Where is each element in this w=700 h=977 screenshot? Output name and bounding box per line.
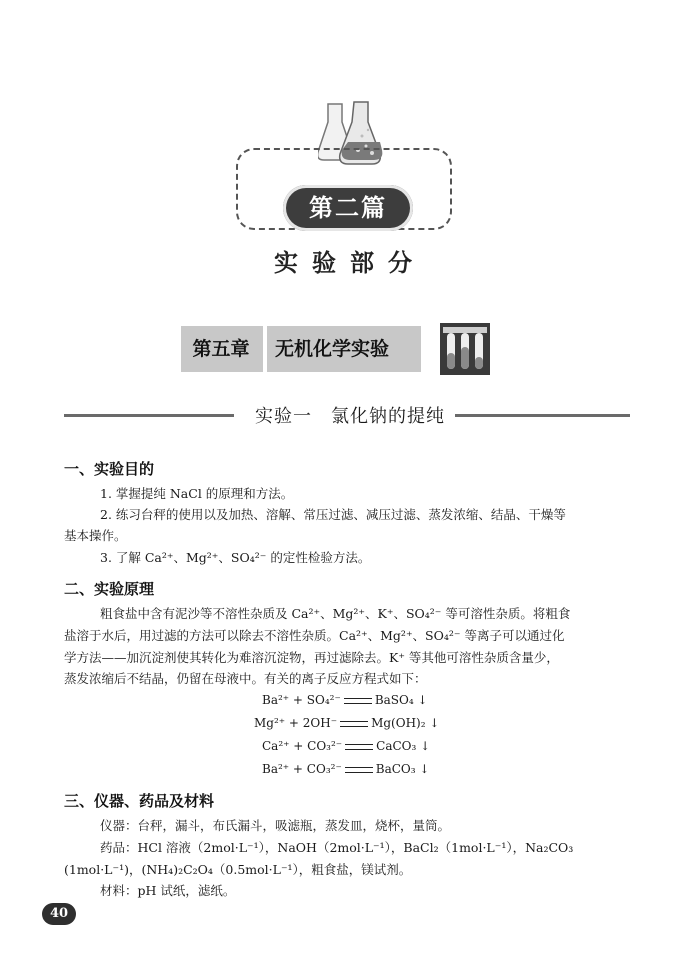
section-heading-principle: 二、实验原理: [64, 580, 155, 598]
objective-line: 1. 掌握提纯 NaCl 的原理和方法。: [100, 486, 294, 501]
objective-line: 3. 了解 Ca²⁺、Mg²⁺、SO₄²⁻ 的定性检验方法。: [100, 550, 371, 565]
chapter-header: [181, 326, 421, 372]
section-heading-objectives: 一、实验目的: [64, 460, 155, 478]
chapter-number: 第五章: [192, 338, 250, 360]
equals-sign: [344, 698, 372, 704]
materials-line: 材料：pH 试纸，滤纸。: [100, 883, 236, 898]
equation-reactants: Ba²⁺ + CO₃²⁻: [262, 762, 342, 776]
objective-line: 2. 练习台秤的使用以及加热、溶解、常压过滤、减压过滤、蒸发浓缩、结晶、干燥等: [100, 507, 566, 522]
equation: [254, 716, 439, 730]
page-number: 40: [42, 903, 76, 925]
materials-line: (1mol·L⁻¹)，(NH₄)₂C₂O₄（0.5mol·L⁻¹），粗食盐，镁试剂。: [64, 862, 412, 877]
equation-reactants: Ba²⁺ + SO₄²⁻: [262, 693, 341, 707]
equation: [262, 693, 428, 707]
equals-sign: [345, 767, 373, 773]
test-tubes-icon: [440, 323, 490, 375]
experiment-title-text: 实验一 氯化钠的提纯: [245, 406, 455, 427]
equation: [262, 739, 430, 753]
principle-line: 粗食盐中含有泥沙等不溶性杂质及 Ca²⁺、Mg²⁺、K⁺、SO₄²⁻ 等可溶性杂质。将粗食: [100, 606, 571, 621]
materials-line: 仪器：台秤，漏斗，布氏漏斗，吸滤瓶，蒸发皿，烧杯，量筒。: [100, 818, 451, 833]
chapter-divider: [263, 326, 267, 372]
equation: [262, 762, 429, 776]
chapter-name: 无机化学实验: [275, 338, 390, 360]
materials-line: 药品：HCl 溶液（2mol·L⁻¹），NaOH（2mol·L⁻¹），BaCl₂（1mol·L⁻¹），Na₂CO₃: [100, 840, 574, 855]
principle-line: 蒸发浓缩后不结晶，仍留在母液中。有关的离子反应方程式如下：: [64, 671, 427, 686]
experiment-title: [0, 402, 700, 428]
part-title: 实验部分: [274, 249, 426, 277]
objective-line: 基本操作。: [64, 528, 127, 543]
section-heading-materials: 三、仪器、药品及材料: [64, 792, 215, 810]
part-label: 第二篇: [283, 185, 413, 231]
equation-products: CaCO₃ ↓: [376, 739, 431, 753]
equation-reactants: Mg²⁺ + 2OH⁻: [254, 716, 338, 730]
equation-products: BaSO₄ ↓: [374, 693, 428, 707]
principle-line: 学方法——加沉淀剂使其转化为难溶沉淀物，再过滤除去。K⁺ 等其他可溶性杂质含量少，: [64, 650, 559, 665]
equals-sign: [345, 744, 373, 750]
principle-line: 盐溶于水后，用过滤的方法可以除去不溶性杂质。Ca²⁺、Mg²⁺、SO₄²⁻ 等离子可以通过化: [64, 628, 565, 643]
equation-products: Mg(OH)₂ ↓: [371, 716, 440, 730]
equals-sign: [340, 721, 368, 727]
equation-products: BaCO₃ ↓: [375, 762, 430, 776]
equation-reactants: Ca²⁺ + CO₃²⁻: [262, 739, 343, 753]
